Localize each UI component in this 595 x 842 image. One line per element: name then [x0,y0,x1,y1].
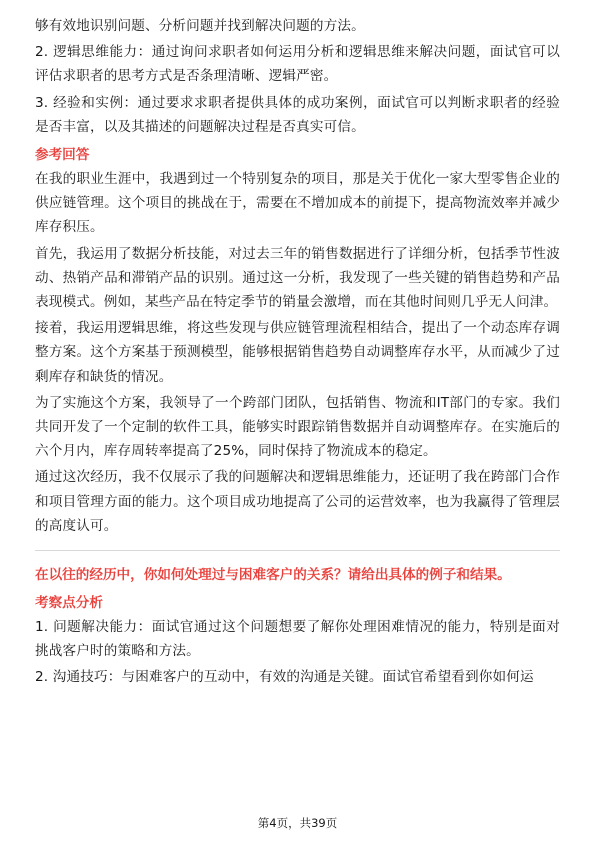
answer-paragraph-2: 首先，我运用了数据分析技能，对过去三年的销售数据进行了详细分析，包括季节性波动、热销产品和滞销产品的识别。通过这一分析，我发现了一些关键的销售趋势和产品表现模式。例如，某些产品在特定季节的销量会激增，而在其他时间则几乎无人问津。 [35,245,560,311]
intro-line-3: 3. 经验和实例：通过要求求职者提供具体的成功案例，面试官可以判断求职者的经验是否丰富，以及其描述的问题解决过程是否真实可信。 [35,94,560,135]
intro-line-2: 2. 逻辑思维能力：通过询问求职者如何运用分析和逻辑思维来解决问题，面试官可以评估求职者的思考方式是否条理清晰、逻辑严密。 [35,44,560,85]
answer-paragraph-5: 通过这次经历，我不仅展示了我的问题解决和逻辑思维能力，还证明了我在跨部门合作和项目管理方面的能力。这个项目成功地提高了公司的运营效率，也为我赢得了管理层的高度认可。 [35,469,560,534]
document-page [35,14,560,692]
answer-paragraph-4: 为了实施这个方案，我领导了一个跨部门团队，包括销售、物流和IT部门的专家。我们共同开发了一个定制的软件工具，能够实时跟踪销售数据并自动调整库存。在实施后的六个月内，库存周转率提高了25%，同时保持了物流成本的稳定。 [35,394,560,460]
analysis-paragraph-2: 2. 沟通技巧：与困难客户的互动中，有效的沟通是关键。面试官希望看到你如何运 [35,669,534,686]
answer-heading: 参考回答 [35,147,90,164]
analysis-paragraph-1: 1. 问题解决能力：面试官通过这个问题想要了解你处理困难情况的能力，特别是面对挑战客户时的策略和方法。 [35,619,560,660]
intro-line-1: 够有效地识别问题、分析问题并找到解决问题的方法。 [35,18,365,34]
answer-paragraph-1: 在我的职业生涯中，我遇到过一个特别复杂的项目，那是关于优化一家大型零售企业的供应链管理。这个项目的挑战在于，需要在不增加成本的前提下，提高物流效率并减少库存积压。 [35,171,560,236]
question-title: 在以往的经历中，你如何处理过与困难客户的关系？请给出具体的例子和结果。 [35,567,511,584]
answer-paragraph-3: 接着，我运用逻辑思维，将这些发现与供应链管理流程相结合，提出了一个动态库存调整方案。这个方案基于预测模型，能够根据销售趋势自动调整库存水平，从而减少了过剩库存和缺货的情况。 [35,320,560,385]
analysis-heading: 考察点分析 [35,595,103,612]
page-number: 第4页，共39页 [257,816,338,830]
section-divider [35,550,560,551]
